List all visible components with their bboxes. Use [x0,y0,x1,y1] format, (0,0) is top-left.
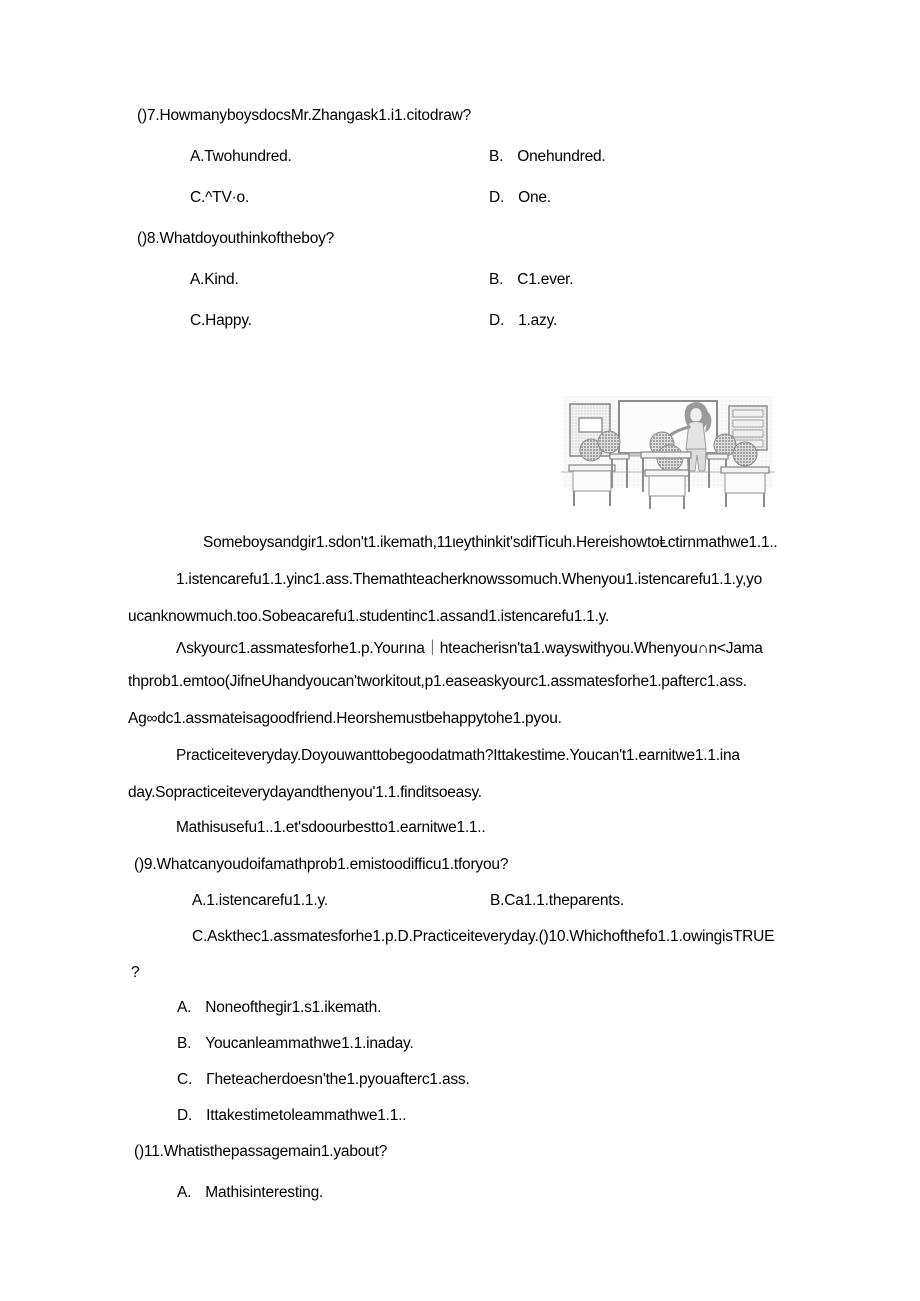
classroom-illustration [557,392,779,514]
option-letter-a: A. [177,999,192,1016]
question-10-option-a[interactable] [177,1000,381,1016]
option-text-b: Onehundred. [517,148,606,165]
option-text-a: Mathisinteresting. [205,1184,324,1201]
question-9-option-b[interactable]: B.Ca1.1.theparents. [490,892,625,909]
option-letter-b: B. [489,148,504,165]
classroom-scene-svg [557,392,779,514]
question-9-option-cd-and-question-10-stem[interactable]: C.Askthec1.assmatesforhe1.p.D.Practiceiteveryday.()10.Whichofthefo1.1.owingisTRUE [192,928,775,945]
option-text-c: Γheteacherdoesn'the1.pyouafterc1.ass. [206,1071,470,1088]
question-10-stem-wrap: ? [131,964,140,981]
question-8-option-b[interactable] [489,272,573,288]
question-11-stem: ()11.Whatisthepassagemain1.yabout? [134,1143,388,1160]
question-8-option-c[interactable]: C.Happy. [190,312,252,329]
option-text-b: Youcanleammathwe1.1.inaday. [205,1035,414,1052]
option-letter-d: D. [489,312,505,329]
passage-line-3: ucanknowmuch.too.Sobeacarefu1.studentinc1.assand1.istencarefu1.1.y. [128,608,610,625]
question-9-option-a[interactable]: A.1.istencarefu1.1.y. [192,892,328,909]
question-8-option-a[interactable]: A.Kind. [190,271,239,288]
passage-line-7: Practiceiteveryday.Doyouwanttobegoodatmath?Ittakestime.Youcan't1.earnitwe1.1.ina [176,747,740,764]
question-10-option-d[interactable] [177,1108,406,1124]
passage-line-4: Λskyourc1.assmatesforhe1.p.Yourına｜hteacherisn'ta1.wayswithyou.Whenyou∩n<Jama [176,640,763,657]
passage-line-8: day.Sopracticeiteverydayandthenyou'1.1.finditsoeasy. [128,784,482,801]
question-8-stem: ()8.Whatdoyouthinkoftheboy? [137,230,335,247]
option-text-a: Noneofthegir1.s1.ikemath. [205,999,382,1016]
question-7-option-c[interactable]: C.^TV·o. [190,189,250,206]
option-text-b: C1.ever. [517,271,574,288]
option-letter-a: A. [177,1184,192,1201]
passage-line-1: Someboysandgir1.sdon't1.ikemath,11ιeythinkit'sdifTicuh.HereishowtoⱠctirnmathwe1.1.. [203,534,778,551]
question-7-option-b[interactable] [489,149,606,165]
question-10-option-b[interactable] [177,1036,414,1052]
question-7-stem: ()7.HowmanyboysdocsMr.Zhangask1.i1.citodraw? [137,107,472,124]
option-letter-d: D. [177,1107,193,1124]
option-letter-d: D. [489,189,505,206]
option-letter-c: C. [177,1071,193,1088]
question-7-option-d[interactable] [489,190,551,206]
passage-line-9: Mathisusefu1..1.et'sdoourbestto1.earnitwe1.1.. [176,819,486,836]
option-letter-b: B. [489,271,504,288]
option-text-d: 1.azy. [518,312,558,329]
question-8-option-d[interactable] [489,313,557,329]
question-9-stem: ()9.Whatcanyoudoifamathprob1.emistoodifficu1.tforyou? [134,856,509,873]
question-11-option-a[interactable] [177,1185,323,1201]
option-letter-b: B. [177,1035,192,1052]
passage-line-5: thprob1.emtoo(JifneUhandyoucan'tworkitout,p1.easeaskyourc1.assmatesforhe1.pafterc1.ass. [128,673,747,690]
passage-line-2: 1.istencarefu1.1.yinc1.ass.Themathteacherknowssomuch.Whenyou1.istencarefu1.1.y,yo [176,571,763,588]
passage-line-6: Ag∞dc1.assmateisagoodfriend.Heorshemustbehappytohe1.pyou. [128,710,562,727]
question-10-option-c[interactable] [177,1072,470,1088]
question-7-option-a[interactable]: A.Twohundred. [190,148,292,165]
option-text-d: One. [518,189,551,206]
option-text-d: Ittakestimetoleammathwe1.1.. [206,1107,407,1124]
